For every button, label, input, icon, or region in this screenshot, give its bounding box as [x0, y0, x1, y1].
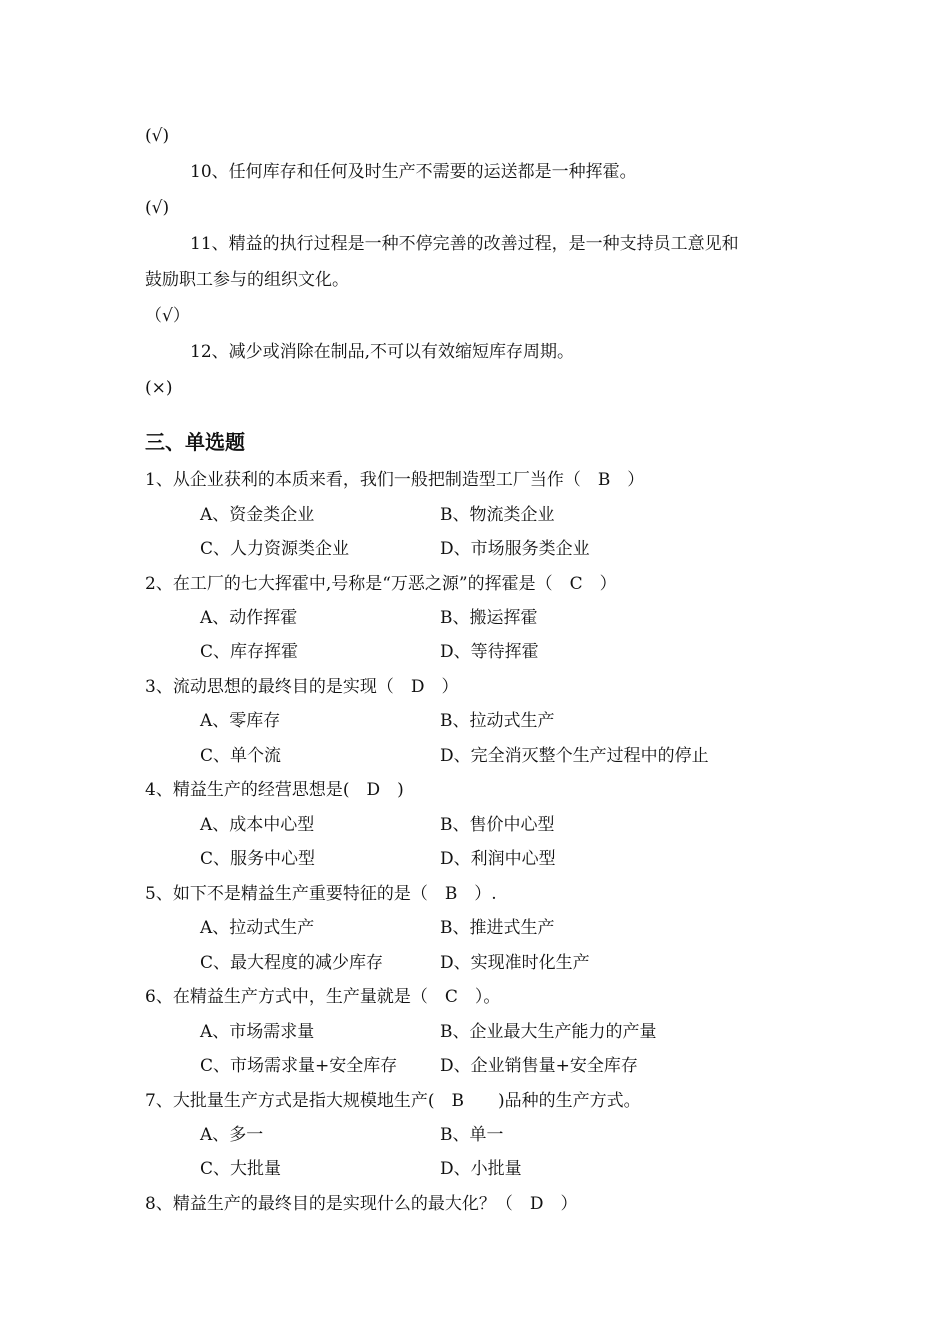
- option-c: C、单个流: [200, 746, 282, 766]
- option-b: B、物流类企业: [440, 505, 555, 525]
- question-5: 5、如下不是精益生产重要特征的是（ B ）.: [145, 884, 497, 904]
- option-a: A、市场需求量: [200, 1022, 315, 1042]
- judgment-11-answer: （√）: [145, 306, 190, 326]
- judgment-11-line2: 鼓励职工参与的组织文化。: [145, 270, 349, 290]
- option-d: D、企业销售量+安全库存: [440, 1056, 638, 1076]
- judgment-10: 10、任何库存和任何及时生产不需要的运送都是一种挥霍。: [190, 162, 637, 182]
- option-d: D、市场服务类企业: [440, 539, 590, 559]
- option-c: C、服务中心型: [200, 849, 316, 869]
- option-c: C、大批量: [200, 1159, 282, 1179]
- option-b: B、售价中心型: [440, 815, 555, 835]
- option-d: D、等待挥霍: [440, 642, 539, 662]
- option-d: D、完全消灭整个生产过程中的停止: [440, 746, 709, 766]
- judgment-12: 12、减少或消除在制品,不可以有效缩短库存周期。: [190, 342, 575, 362]
- option-d: D、利润中心型: [440, 849, 556, 869]
- judgment-12-answer: (×): [145, 378, 173, 398]
- question-1: 1、从企业获利的本质来看，我们一般把制造型工厂当作（ B ）: [145, 470, 645, 490]
- option-d: D、小批量: [440, 1159, 522, 1179]
- option-c: C、最大程度的减少库存: [200, 953, 384, 973]
- option-a: A、多一: [200, 1125, 264, 1145]
- judgment-10-answer: (√): [145, 198, 170, 218]
- question-4: 4、精益生产的经营思想是( D ): [145, 780, 404, 800]
- option-c: C、人力资源类企业: [200, 539, 350, 559]
- option-b: B、企业最大生产能力的产量: [440, 1022, 657, 1042]
- option-b: B、推进式生产: [440, 918, 555, 938]
- question-3: 3、流动思想的最终目的是实现（ D ）: [145, 677, 459, 697]
- option-a: A、动作挥霍: [200, 608, 298, 628]
- option-a: A、成本中心型: [200, 815, 315, 835]
- option-c: C、库存挥霍: [200, 642, 299, 662]
- question-7: 7、大批量生产方式是指大规模地生产( B )品种的生产方式。: [145, 1091, 641, 1111]
- option-a: A、资金类企业: [200, 505, 315, 525]
- option-d: D、实现准时化生产: [440, 953, 590, 973]
- question-2: 2、在工厂的七大挥霍中,号称是“万恶之源”的挥霍是（ C ）: [145, 574, 617, 594]
- option-b: B、单一: [440, 1125, 504, 1145]
- question-6: 6、在精益生产方式中，生产量就是（ C ）。: [145, 987, 501, 1007]
- judgment-9-answer: (√): [145, 126, 170, 146]
- option-b: B、搬运挥霍: [440, 608, 538, 628]
- option-b: B、拉动式生产: [440, 711, 555, 731]
- option-c: C、市场需求量+安全库存: [200, 1056, 398, 1076]
- option-a: A、拉动式生产: [200, 918, 315, 938]
- question-8: 8、精益生产的最终目的是实现什么的最大化？（ D ）: [145, 1194, 578, 1214]
- section-title: 三、单选题: [145, 430, 245, 454]
- option-a: A、零库存: [200, 711, 281, 731]
- judgment-11-line1: 11、精益的执行过程是一种不停完善的改善过程，是一种支持员工意见和: [190, 234, 739, 254]
